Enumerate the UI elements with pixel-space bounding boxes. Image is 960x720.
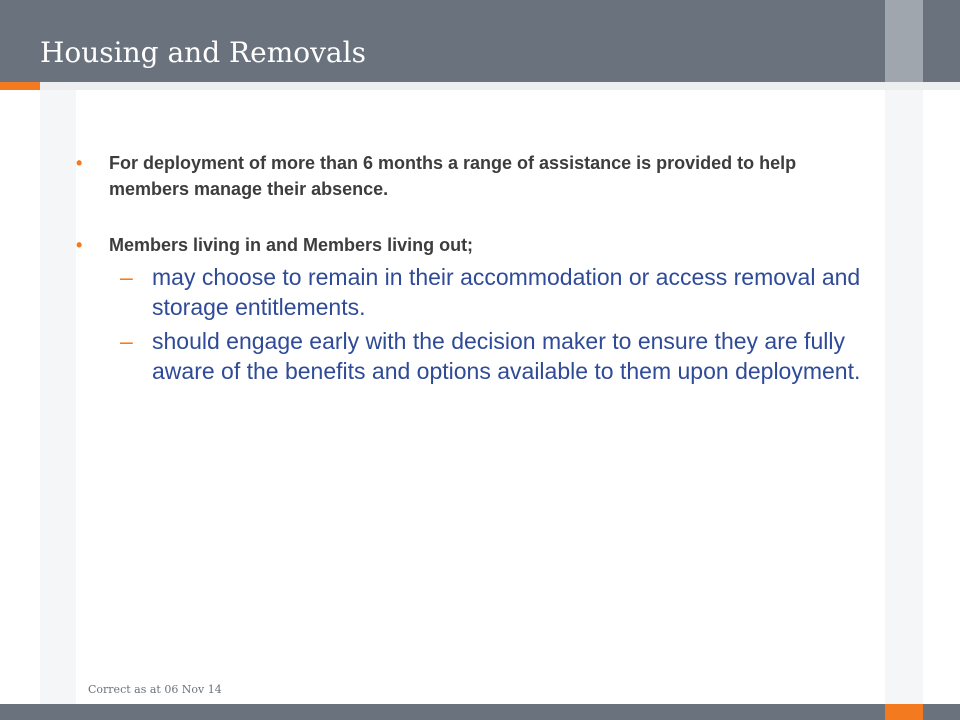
sub-bullet-text: may choose to remain in their accommodation or access removal and storage entitlements. — [152, 264, 861, 320]
bullet-item — [76, 232, 866, 258]
orange-accent-strip — [0, 82, 40, 90]
footer-accent-block — [885, 704, 923, 720]
bullet-item — [76, 150, 866, 202]
sub-bullet-item — [76, 262, 866, 322]
bullet-marker: • — [76, 153, 83, 173]
slide-content — [76, 150, 866, 390]
right-side-panel — [885, 90, 923, 704]
bullet-text: For deployment of more than 6 months a range of assistance is provided to help members manage their absence. — [109, 153, 797, 199]
sub-bullet-marker: – — [120, 264, 133, 290]
sub-bullet-marker: – — [120, 328, 133, 354]
bullet-marker: • — [76, 235, 83, 255]
header-divider-strip — [40, 82, 960, 90]
header-accent-block — [885, 0, 923, 82]
footer-date-note: Correct as at 06 Nov 14 — [88, 683, 222, 696]
slide-title: Housing and Removals — [40, 36, 366, 69]
sub-bullet-item — [76, 326, 866, 386]
footer-bar — [0, 704, 960, 720]
sub-bullet-text: should engage early with the decision maker to ensure they are fully aware of the benefits and options available to them upon deployment. — [152, 328, 861, 384]
bullet-text: Members living in and Members living out; — [109, 235, 474, 255]
left-side-panel — [40, 90, 76, 704]
